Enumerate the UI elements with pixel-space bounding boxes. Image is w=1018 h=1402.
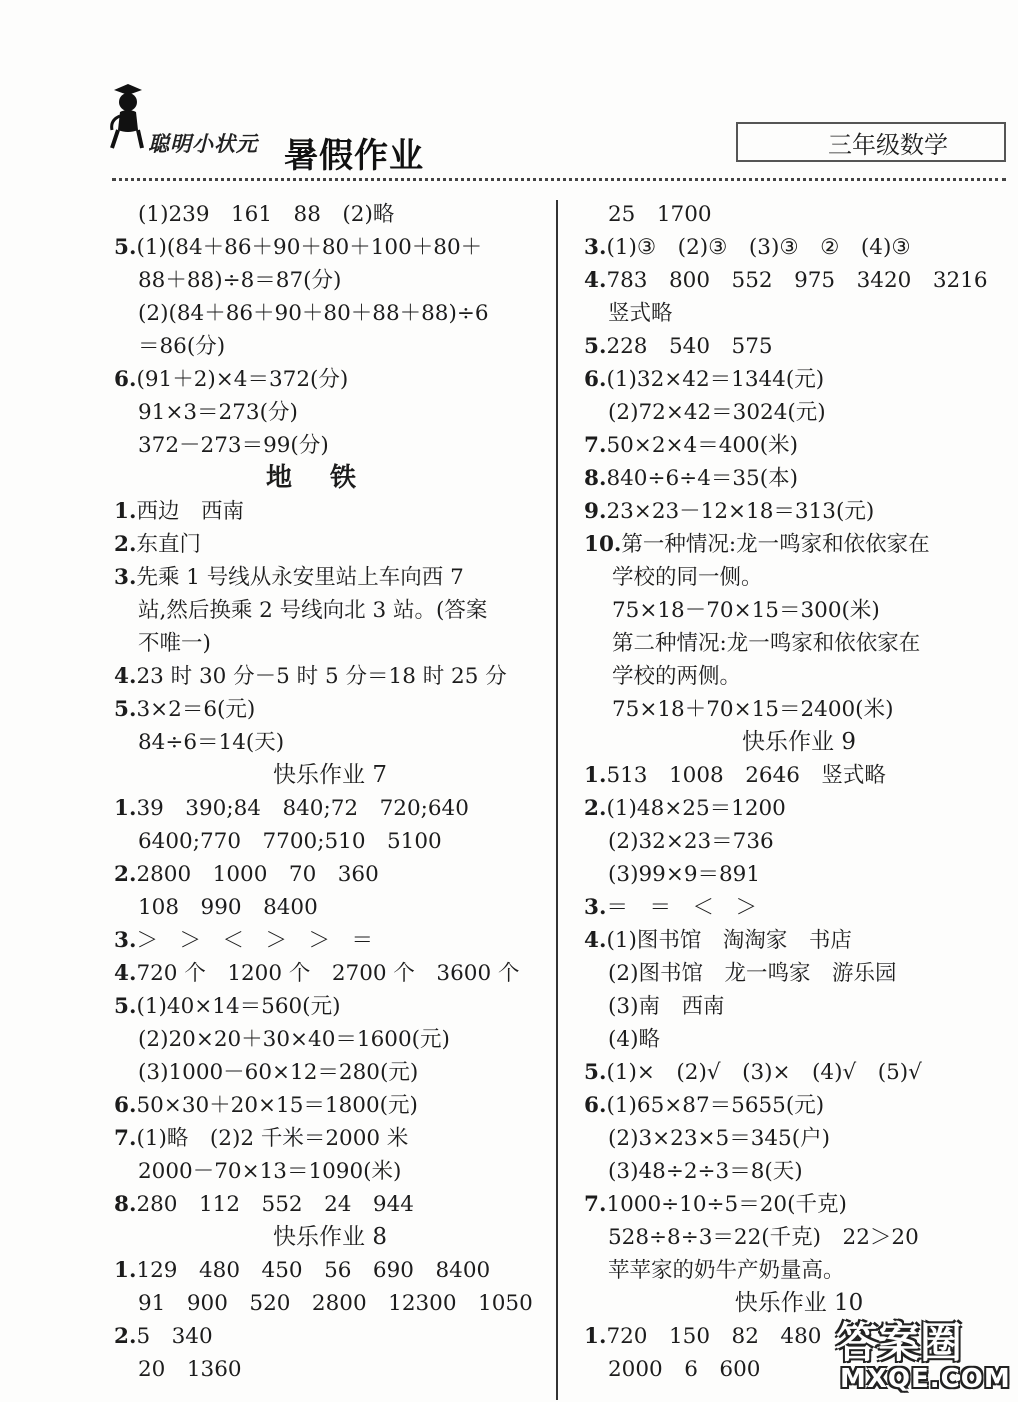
answer-text: 25 1700 bbox=[608, 202, 712, 227]
answer-line bbox=[114, 1122, 546, 1155]
answer-line bbox=[114, 792, 546, 825]
answer-line bbox=[584, 1122, 1014, 1155]
column-divider bbox=[556, 200, 558, 1400]
answer-text: (2)32×23＝736 bbox=[608, 829, 774, 854]
answer-text: 1000÷10÷5＝20(千克) bbox=[606, 1192, 847, 1217]
answer-line bbox=[584, 429, 1014, 462]
question-number: 3. bbox=[584, 235, 607, 260]
question-number: 5. bbox=[114, 235, 137, 260]
book-title: 暑假作业 bbox=[284, 136, 424, 176]
section-heading: 快乐作业 9 bbox=[742, 729, 856, 755]
question-number: 7. bbox=[114, 1126, 137, 1151]
answer-line bbox=[114, 1056, 546, 1089]
answer-line bbox=[584, 363, 1014, 396]
answer-line bbox=[584, 1188, 1014, 1221]
answer-text: 竖式略 bbox=[608, 301, 673, 326]
answer-line bbox=[584, 891, 1014, 924]
question-number: 1. bbox=[114, 1258, 137, 1283]
question-number: 1. bbox=[584, 1324, 607, 1349]
question-number: 9. bbox=[584, 499, 607, 524]
answer-line bbox=[114, 1089, 546, 1122]
answer-text: (2)(84＋86＋90＋80＋88＋88)÷6 bbox=[138, 301, 489, 326]
answer-line bbox=[584, 693, 1014, 726]
answer-text: 88＋88)÷8＝87(分) bbox=[138, 268, 342, 293]
answer-text: 学校的同一侧。 bbox=[612, 565, 763, 590]
answer-text: 2000－70×13＝1090(米) bbox=[138, 1159, 402, 1184]
question-number: 3. bbox=[584, 895, 607, 920]
answer-text: 第一种情况:龙一鸣家和依依家在 bbox=[621, 532, 930, 557]
answer-line bbox=[114, 858, 546, 891]
answer-line bbox=[114, 825, 546, 858]
question-number: 2. bbox=[584, 796, 607, 821]
answer-text: 西边 西南 bbox=[136, 499, 244, 524]
answer-text: 372－273＝99(分) bbox=[138, 433, 329, 458]
answer-line bbox=[584, 627, 1014, 660]
answer-text: 6400;770 7700;510 5100 bbox=[138, 829, 442, 854]
answer-text: 站,然后换乘 2 号线向北 3 站。(答案 bbox=[138, 598, 488, 623]
answer-line bbox=[584, 1089, 1014, 1122]
answer-text: 720 个 1200 个 2700 个 3600 个 bbox=[136, 961, 520, 986]
answer-text: 苹苹家的奶牛产奶量高。 bbox=[608, 1258, 845, 1283]
question-number: 1. bbox=[584, 763, 607, 788]
answer-line bbox=[584, 330, 1014, 363]
answer-line bbox=[114, 1320, 546, 1353]
watermark-text-bottom: MXQE.COM bbox=[840, 1364, 1011, 1394]
answer-line bbox=[114, 1188, 546, 1221]
answer-text: (1)图书馆 淘淘家 书店 bbox=[606, 928, 852, 953]
answer-line bbox=[114, 660, 546, 693]
answer-line bbox=[584, 264, 1014, 297]
answer-line bbox=[584, 231, 1014, 264]
question-number: 5. bbox=[584, 1060, 607, 1085]
answer-text: (1)239 161 88 (2)略 bbox=[138, 202, 395, 227]
answer-line bbox=[584, 198, 1014, 231]
question-number: 4. bbox=[114, 664, 137, 689]
answer-text: (2)3×23×5＝345(户) bbox=[608, 1126, 831, 1151]
answer-line bbox=[114, 726, 546, 759]
answer-text: 50×30＋20×15＝1800(元) bbox=[136, 1093, 418, 1118]
answer-text: 5 340 bbox=[136, 1324, 213, 1349]
series-brand: 聪明小状元 bbox=[148, 131, 258, 156]
answer-line bbox=[114, 1023, 546, 1056]
answer-text: ＞ ＞ ＜ ＞ ＞ ＝ bbox=[136, 928, 373, 953]
answer-line bbox=[114, 264, 546, 297]
answer-text: 东直门 bbox=[136, 532, 201, 557]
question-number: 3. bbox=[114, 565, 137, 590]
answer-text: (3)48÷2÷3＝8(天) bbox=[608, 1159, 803, 1184]
grade-subject-box bbox=[736, 122, 1006, 162]
answer-text: 不唯一) bbox=[138, 631, 211, 656]
answer-text: (2)图书馆 龙一鸣家 游乐园 bbox=[608, 961, 897, 986]
question-number: 6. bbox=[114, 1093, 137, 1118]
answer-text: 第二种情况:龙一鸣家和依依家在 bbox=[612, 631, 921, 656]
answer-line bbox=[584, 396, 1014, 429]
answer-line bbox=[114, 495, 546, 528]
answer-line bbox=[584, 297, 1014, 330]
answer-text: 23×23－12×18＝313(元) bbox=[606, 499, 875, 524]
watermark-text-top: 答案圈 bbox=[836, 1318, 963, 1367]
answer-text: (1)32×42＝1344(元) bbox=[606, 367, 825, 392]
answer-text: 91 900 520 2800 12300 1050 bbox=[138, 1291, 533, 1316]
answer-line bbox=[584, 957, 1014, 990]
answer-text: (1)(84＋86＋90＋80＋100＋80＋ bbox=[136, 235, 483, 260]
answer-line bbox=[114, 891, 546, 924]
answer-text: 108 990 8400 bbox=[138, 895, 318, 920]
answer-text: 75×18＋70×15＝2400(米) bbox=[612, 697, 894, 722]
answer-line bbox=[114, 594, 546, 627]
answer-text: 20 1360 bbox=[138, 1357, 242, 1382]
answer-column-left bbox=[114, 198, 546, 1386]
answer-text: 学校的两侧。 bbox=[612, 664, 742, 689]
answer-column-right bbox=[584, 198, 1014, 1386]
answer-line bbox=[114, 1254, 546, 1287]
answer-line bbox=[584, 792, 1014, 825]
answer-text: 783 800 552 975 3420 3216 bbox=[606, 268, 988, 293]
header-dotted-rule bbox=[112, 178, 1006, 181]
answer-text: (2)72×42＝3024(元) bbox=[608, 400, 826, 425]
answer-line bbox=[584, 1254, 1014, 1287]
question-number: 5. bbox=[584, 334, 607, 359]
answer-line bbox=[584, 1023, 1014, 1056]
answer-text: ＝86(分) bbox=[138, 334, 226, 359]
answer-text: 513 1008 2646 竖式略 bbox=[606, 763, 886, 788]
answer-text: 91×3＝273(分) bbox=[138, 400, 298, 425]
question-number: 6. bbox=[584, 1093, 607, 1118]
section-heading: 快乐作业 7 bbox=[273, 762, 387, 788]
question-number: 6. bbox=[114, 367, 137, 392]
question-number: 6. bbox=[584, 367, 607, 392]
answer-line bbox=[584, 1056, 1014, 1089]
answer-line bbox=[114, 1287, 546, 1320]
answer-line bbox=[114, 627, 546, 660]
question-number: 7. bbox=[584, 1192, 607, 1217]
page-header bbox=[0, 0, 1018, 190]
answer-text: 50×2×4＝400(米) bbox=[606, 433, 799, 458]
question-number: 10. bbox=[584, 532, 622, 557]
question-number: 8. bbox=[584, 466, 607, 491]
answer-line bbox=[584, 825, 1014, 858]
answer-line bbox=[114, 330, 546, 363]
question-number: 2. bbox=[114, 532, 137, 557]
question-number: 2. bbox=[114, 862, 137, 887]
answer-line bbox=[584, 528, 1014, 561]
question-number: 2. bbox=[114, 1324, 137, 1349]
section-heading: 快乐作业 10 bbox=[734, 1290, 864, 1316]
question-number: 5. bbox=[114, 994, 137, 1019]
mascot-logo-icon bbox=[108, 82, 148, 152]
answer-text: (3)南 西南 bbox=[608, 994, 725, 1019]
answer-line bbox=[114, 231, 546, 264]
answer-line bbox=[584, 858, 1014, 891]
answer-text: 39 390;84 840;72 720;640 bbox=[136, 796, 469, 821]
answer-text: (1)40×14＝560(元) bbox=[136, 994, 341, 1019]
answer-text: (2)20×20＋30×40＝1600(元) bbox=[138, 1027, 450, 1052]
answer-text: 84÷6＝14(天) bbox=[138, 730, 285, 755]
answer-line bbox=[114, 1353, 546, 1386]
answer-line bbox=[584, 561, 1014, 594]
answer-text: 2000 6 600 bbox=[608, 1357, 761, 1382]
answer-line bbox=[584, 1155, 1014, 1188]
answer-line bbox=[584, 660, 1014, 693]
answer-text: 75×18－70×15＝300(米) bbox=[612, 598, 880, 623]
answer-text: (1)略 (2)2 千米＝2000 米 bbox=[136, 1126, 409, 1151]
answer-line bbox=[584, 462, 1014, 495]
answer-text: (1)65×87＝5655(元) bbox=[606, 1093, 825, 1118]
question-number: 8. bbox=[114, 1192, 137, 1217]
answer-text: 840÷6÷4＝35(本) bbox=[606, 466, 799, 491]
answer-line bbox=[114, 363, 546, 396]
answer-line bbox=[584, 1221, 1014, 1254]
answer-text: (91＋2)×4＝372(分) bbox=[136, 367, 349, 392]
answer-line bbox=[114, 1155, 546, 1188]
answer-text: 23 时 30 分－5 时 5 分＝18 时 25 分 bbox=[136, 664, 507, 689]
answer-line bbox=[114, 396, 546, 429]
answer-text: (1)③ (2)③ (3)③ ② (4)③ bbox=[606, 235, 911, 260]
question-number: 7. bbox=[584, 433, 607, 458]
answer-text: 3×2＝6(元) bbox=[136, 697, 256, 722]
answer-line bbox=[114, 924, 546, 957]
answer-line bbox=[114, 198, 546, 231]
answer-line bbox=[584, 594, 1014, 627]
answer-text: 129 480 450 56 690 8400 bbox=[136, 1258, 491, 1283]
answer-text: (3)1000－60×12＝280(元) bbox=[138, 1060, 419, 1085]
answer-text: (4)略 bbox=[608, 1027, 660, 1052]
answer-line bbox=[114, 429, 546, 462]
answer-text: 720 150 82 480 bbox=[606, 1324, 822, 1349]
answer-text: (3)99×9＝891 bbox=[608, 862, 761, 887]
answer-text: 先乘 1 号线从永安里站上车向西 7 bbox=[136, 565, 464, 590]
watermark-logo bbox=[836, 1306, 1018, 1402]
answer-line bbox=[114, 561, 546, 594]
answer-line bbox=[114, 990, 546, 1023]
section-heading: 地铁 bbox=[265, 463, 394, 493]
question-number: 4. bbox=[584, 268, 607, 293]
question-number: 1. bbox=[114, 499, 137, 524]
question-number: 5. bbox=[114, 697, 137, 722]
answer-text: 228 540 575 bbox=[606, 334, 773, 359]
grade-subject-label: 三年级数学 bbox=[828, 130, 948, 159]
question-number: 3. bbox=[114, 928, 137, 953]
answer-line bbox=[584, 759, 1014, 792]
question-number: 4. bbox=[584, 928, 607, 953]
answer-line bbox=[114, 297, 546, 330]
answer-line bbox=[114, 693, 546, 726]
section-heading: 快乐作业 8 bbox=[273, 1224, 387, 1250]
answer-text: (1)× (2)√ (3)× (4)√ (5)√ bbox=[606, 1060, 922, 1085]
question-number: 4. bbox=[114, 961, 137, 986]
answer-text: 280 112 552 24 944 bbox=[136, 1192, 414, 1217]
answer-line bbox=[584, 495, 1014, 528]
answer-text: 2800 1000 70 360 bbox=[136, 862, 379, 887]
answer-line bbox=[114, 957, 546, 990]
question-number: 1. bbox=[114, 796, 137, 821]
answer-line bbox=[114, 528, 546, 561]
answer-line bbox=[584, 990, 1014, 1023]
answer-text: (1)48×25＝1200 bbox=[606, 796, 786, 821]
answer-text: 528÷8÷3＝22(千克) 22＞20 bbox=[608, 1225, 919, 1250]
answer-line bbox=[584, 924, 1014, 957]
answer-text: ＝ ＝ ＜ ＞ bbox=[606, 895, 757, 920]
